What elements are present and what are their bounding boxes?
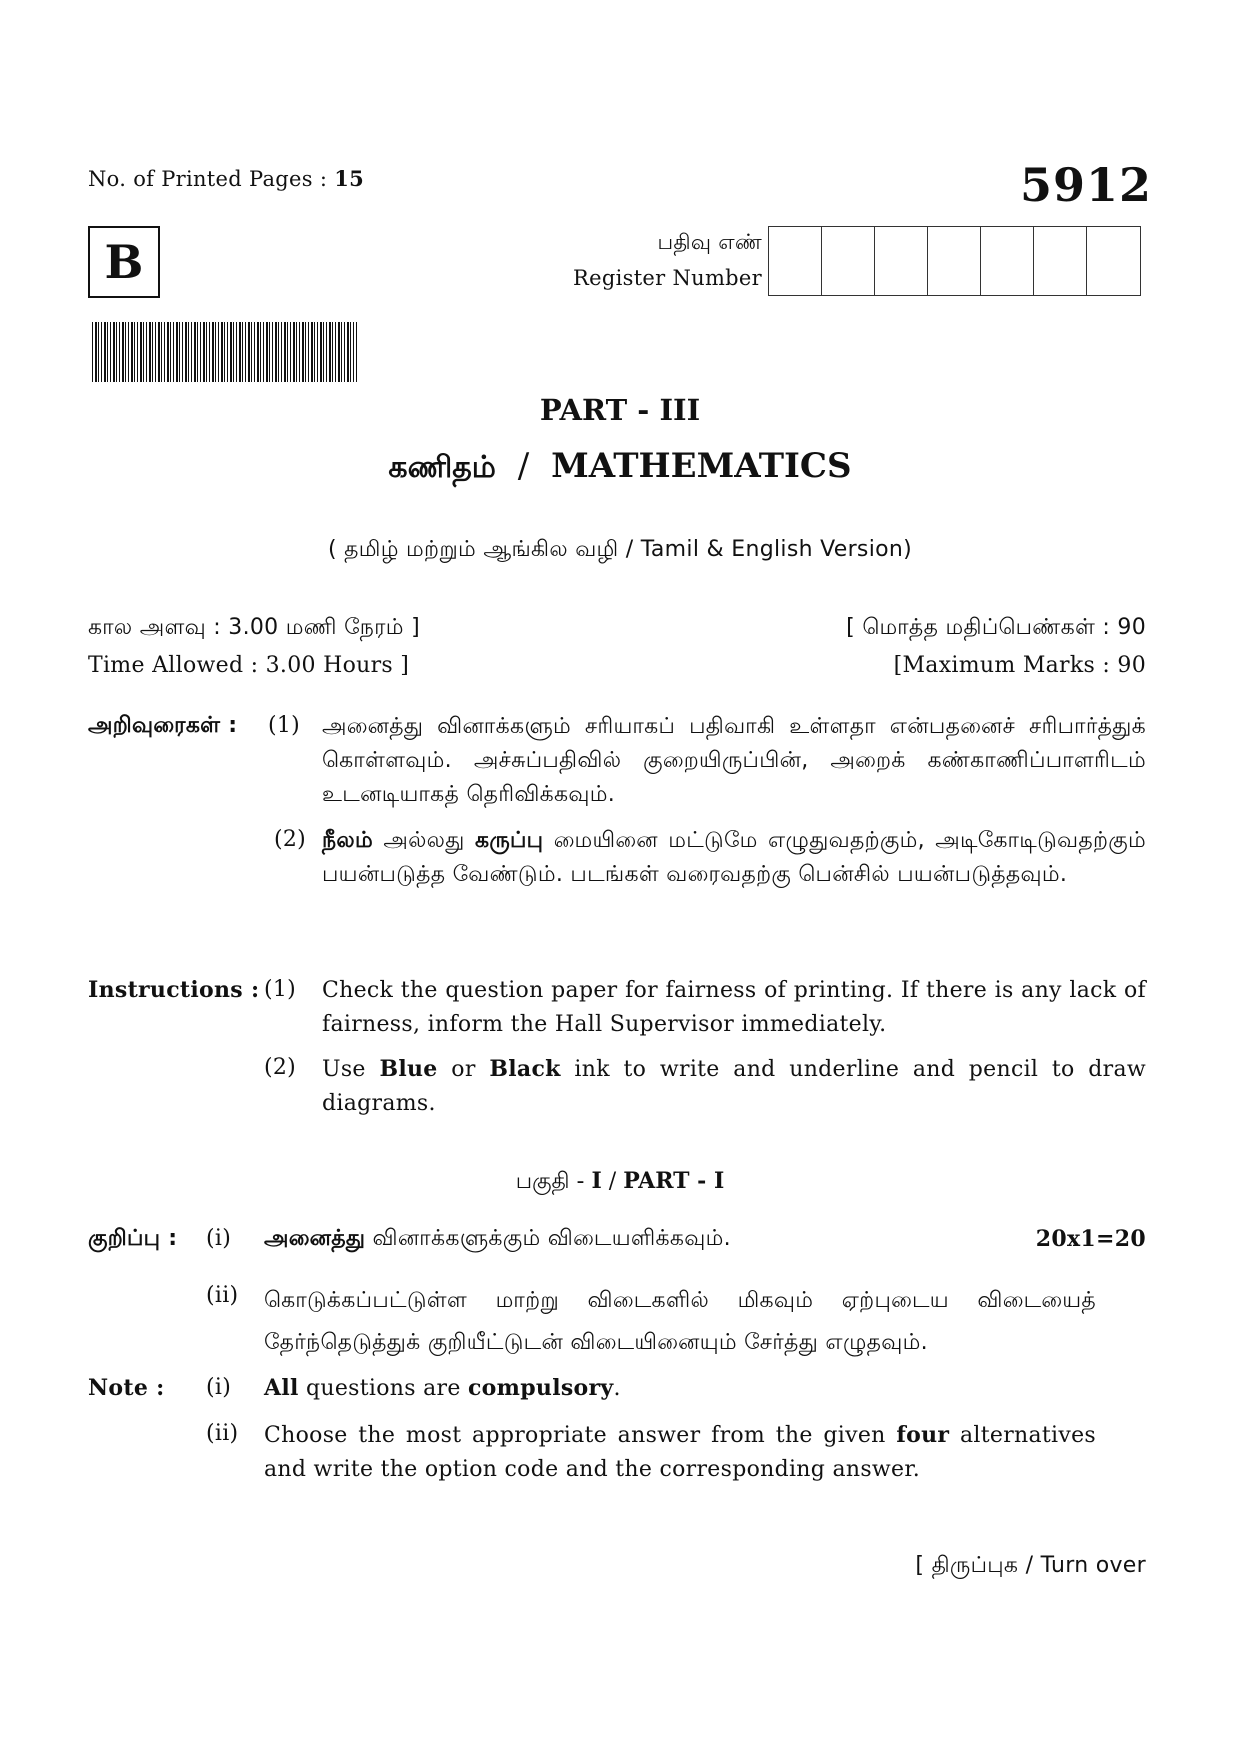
time-allowed-english: Time Allowed : 3.00 Hours ] bbox=[88, 653, 410, 678]
printed-pages bbox=[88, 163, 364, 195]
ink-color-black-tamil: கருப்பு bbox=[474, 828, 544, 853]
note-text-tamil: கொடுக்கப்பட்டுள்ள மாற்று விடைகளில் மிகவும் ஏற்புடைய விடையைத் தேர்ந்தெடுத்துக் குறியீட்டுடன் விடையினையும் சேர்த்து எழுதவும். bbox=[264, 1288, 1096, 1355]
register-digit-box[interactable] bbox=[928, 227, 981, 295]
note-emphasis: All bbox=[264, 1375, 299, 1401]
tamil-instruction-text: அனைத்து வினாக்களும் சரியாகப் பதிவாகி உள்ளதா என்பதனைச் சரிபார்த்துக் கொள்ளவும். அச்சுப்பதிவில் குறையிருப்பின், அறைக் கண்காணிப்பாளரிடம் உடனடியாகத் தெரிவிக்கவும். bbox=[322, 714, 1146, 807]
inline-text: or bbox=[451, 1057, 476, 1082]
note-text-tamil bbox=[264, 1223, 731, 1255]
part-one-heading-tamil: பகுதி - bbox=[515, 1169, 585, 1194]
ink-color-blue: Blue bbox=[379, 1056, 438, 1082]
subject-title-tamil: கணிதம் bbox=[388, 450, 496, 485]
note-label-english: Note : bbox=[88, 1375, 165, 1401]
inline-text: questions are bbox=[305, 1376, 461, 1401]
register-digit-box[interactable] bbox=[1034, 227, 1087, 295]
register-digit-box[interactable] bbox=[822, 227, 875, 295]
note-number: (i) bbox=[206, 1375, 232, 1400]
subject-title-separator: / bbox=[517, 446, 530, 486]
inline-text: வினாக்களுக்கும் விடையளிக்கவும். bbox=[372, 1226, 731, 1251]
register-digit-box[interactable] bbox=[769, 227, 822, 295]
note-text-english bbox=[264, 1372, 621, 1405]
english-instruction-text: Check the question paper for fairness of printing. If there is any lack of fairness, inform the Hall Supervisor immediately. bbox=[322, 978, 1146, 1037]
turn-over-label: [ திருப்புக / Turn over bbox=[915, 1553, 1146, 1578]
english-instruction-number: (1) bbox=[264, 977, 297, 1002]
english-instructions-label: Instructions : bbox=[88, 977, 260, 1003]
note-text-english bbox=[264, 1418, 1096, 1487]
ink-color-blue-tamil: நீலம் bbox=[322, 828, 373, 853]
inline-text: . bbox=[613, 1376, 621, 1401]
tamil-instruction-text bbox=[322, 824, 1146, 892]
printed-pages-label: No. of Printed Pages : bbox=[88, 167, 328, 191]
register-digit-box[interactable] bbox=[1087, 227, 1140, 295]
inline-text: மையினை மட்டுமே எழுதுவதற்கும், அடிகோடிடுவதற்கும் பயன்படுத்த வேண்டும். படங்கள் வரைவதற்கு பென்சில் பயன்படுத்தவும். bbox=[322, 828, 1147, 887]
tamil-instruction-number: (1) bbox=[268, 713, 301, 738]
printed-pages-value: 15 bbox=[334, 166, 365, 191]
part-one-heading bbox=[0, 1168, 1240, 1197]
register-digit-box[interactable] bbox=[981, 227, 1034, 295]
inline-text: Choose the most appropriate answer from the given bbox=[264, 1423, 886, 1448]
register-number-boxes[interactable] bbox=[768, 226, 1141, 296]
subject-title-english: MATHEMATICS bbox=[551, 446, 852, 486]
note-number: (ii) bbox=[206, 1283, 239, 1308]
marks-scheme: 20x1=20 bbox=[1035, 1226, 1146, 1252]
maximum-marks-tamil: [ மொத்த மதிப்பெண்கள் : 90 bbox=[846, 615, 1146, 640]
register-label-tamil: பதிவு எண் bbox=[657, 230, 762, 254]
english-instruction-text bbox=[322, 1052, 1146, 1121]
part-one-separator: / bbox=[608, 1169, 617, 1194]
part-one-heading-english: PART - I bbox=[623, 1168, 725, 1194]
note-emphasis: four bbox=[896, 1422, 950, 1448]
ink-color-black: Black bbox=[489, 1056, 561, 1082]
subject-title bbox=[0, 446, 1240, 489]
english-instruction-number: (2) bbox=[264, 1055, 297, 1080]
inline-text: அல்லது bbox=[383, 828, 465, 853]
part-one-numeral: I bbox=[591, 1168, 602, 1194]
time-allowed-tamil: கால அளவு : 3.00 மணி நேரம் ] bbox=[88, 615, 420, 640]
tamil-instructions-label: அறிவுரைகள் : bbox=[88, 713, 238, 738]
series-box: B bbox=[88, 226, 160, 298]
note-number: (ii) bbox=[206, 1421, 239, 1446]
inline-text: Use bbox=[322, 1057, 366, 1082]
tamil-instruction-number: (2) bbox=[274, 827, 307, 852]
medium-line: ( தமிழ் மற்றும் ஆங்கில வழி / Tamil & English Version) bbox=[328, 537, 912, 562]
paper-code: 5912 bbox=[1019, 158, 1152, 212]
note-label-tamil: குறிப்பு : bbox=[88, 1226, 178, 1251]
note-emphasis: compulsory bbox=[467, 1375, 614, 1401]
note-emphasis-tamil: அனைத்து bbox=[264, 1226, 366, 1251]
barcode-image bbox=[92, 322, 357, 382]
note-number: (i) bbox=[206, 1226, 232, 1251]
inline-text: alternatives and write the option code and the corresponding answer. bbox=[264, 1423, 1097, 1482]
maximum-marks-english: [Maximum Marks : 90 bbox=[893, 653, 1146, 678]
register-label-english: Register Number bbox=[573, 266, 762, 290]
inline-text: ink to write and underline and pencil to draw diagrams. bbox=[322, 1057, 1147, 1116]
register-digit-box[interactable] bbox=[875, 227, 928, 295]
part-title: PART - III bbox=[539, 393, 701, 427]
